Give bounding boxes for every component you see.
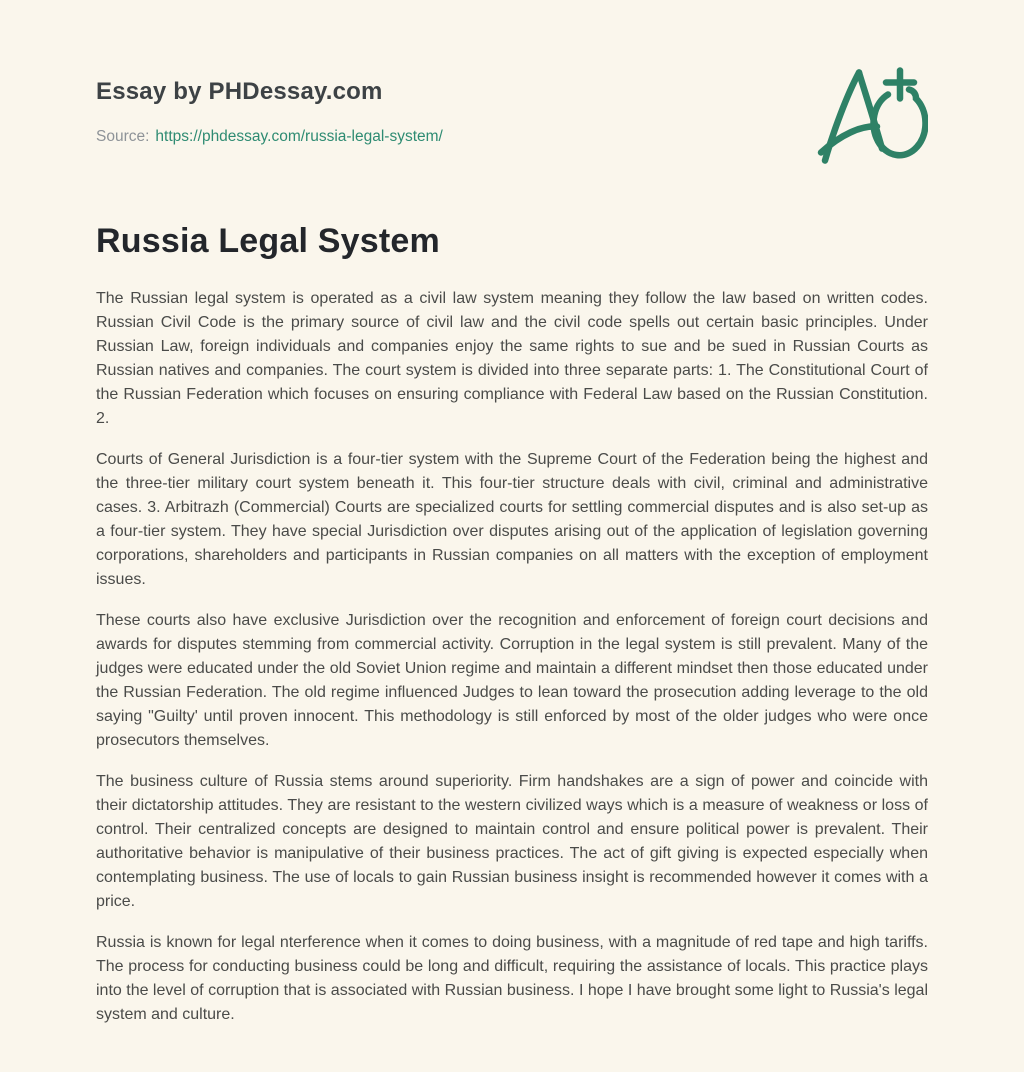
brand-title: Essay by PHDessay.com bbox=[96, 78, 383, 105]
source-line bbox=[96, 128, 443, 146]
page-header bbox=[96, 64, 928, 168]
essay-paragraph: The business culture of Russia stems around superiority. Firm handshakes are a sign of power and coincide with their dictatorship attitudes. They are resistant to the western civilized ways which is a measure of weakness or loss of control. Their centralized concepts are designed to maintain control and ensure political power is prevalent. Their authoritative behavior is manipulative of their business practices. The act of gift giving is expected especially when contemplating business. The use of locals to gain Russian business insight is recommended however it comes with a price. bbox=[96, 773, 928, 910]
source-label: Source: bbox=[96, 128, 150, 145]
phdessay-a-plus-logo-icon bbox=[815, 64, 928, 168]
header-text-block bbox=[96, 64, 443, 146]
essay-paragraph: The Russian legal system is operated as a civil law system meaning they follow the law based on written codes. Russian Civil Code is the primary source of civil law and the civil code spells out certain basic principles. Under Russian Law, foreign individuals and companies enjoy the same rights to sue and be sued in Russian Courts as Russian natives and companies. The court system is divided into three separate parts: 1. The Constitutional Court of the Russian Federation which focuses on ensuring compliance with Federal Law based on the Russian Constitution. 2. bbox=[96, 290, 928, 427]
essay-paragraph: Russia is known for legal nterference when it comes to doing business, with a magnitude of red tape and high tariffs. The process for conducting business could be long and difficult, requiring the assistance of locals. This practice plays into the level of corruption that is associated with Russian business. I hope I have brought some light to Russia's legal system and culture. bbox=[96, 934, 928, 1023]
essay-paragraph: Courts of General Jurisdiction is a four-tier system with the Supreme Court of the Federation being the highest and the three-tier military court system beneath it. This four-tier structure deals with civil, criminal and administrative cases. 3. Arbitrazh (Commercial) Courts are specialized courts for settling commercial disputes and is also set-up as a four-tier system. They have special Jurisdiction over disputes arising out of the application of legislation governing corporations, shareholders and participants in Russian companies on all matters with the exception of employment issues. bbox=[96, 451, 928, 588]
essay-paragraph: These courts also have exclusive Jurisdiction over the recognition and enforcement of foreign court decisions and awards for disputes stemming from commercial activity. Corruption in the legal system is still prevalent. Many of the judges were educated under the old Soviet Union regime and maintain a different mindset then those educated under the Russian Federation. The old regime influenced Judges to lean toward the prosecution adding leverage to the old saying "Guilty' until proven innocent. This methodology is still enforced by most of the older judges who were once prosecutors themselves. bbox=[96, 612, 928, 749]
essay-body bbox=[96, 287, 928, 1027]
source-link[interactable]: https://phdessay.com/russia-legal-system/ bbox=[155, 128, 443, 145]
essay-title: Russia Legal System bbox=[96, 222, 440, 260]
